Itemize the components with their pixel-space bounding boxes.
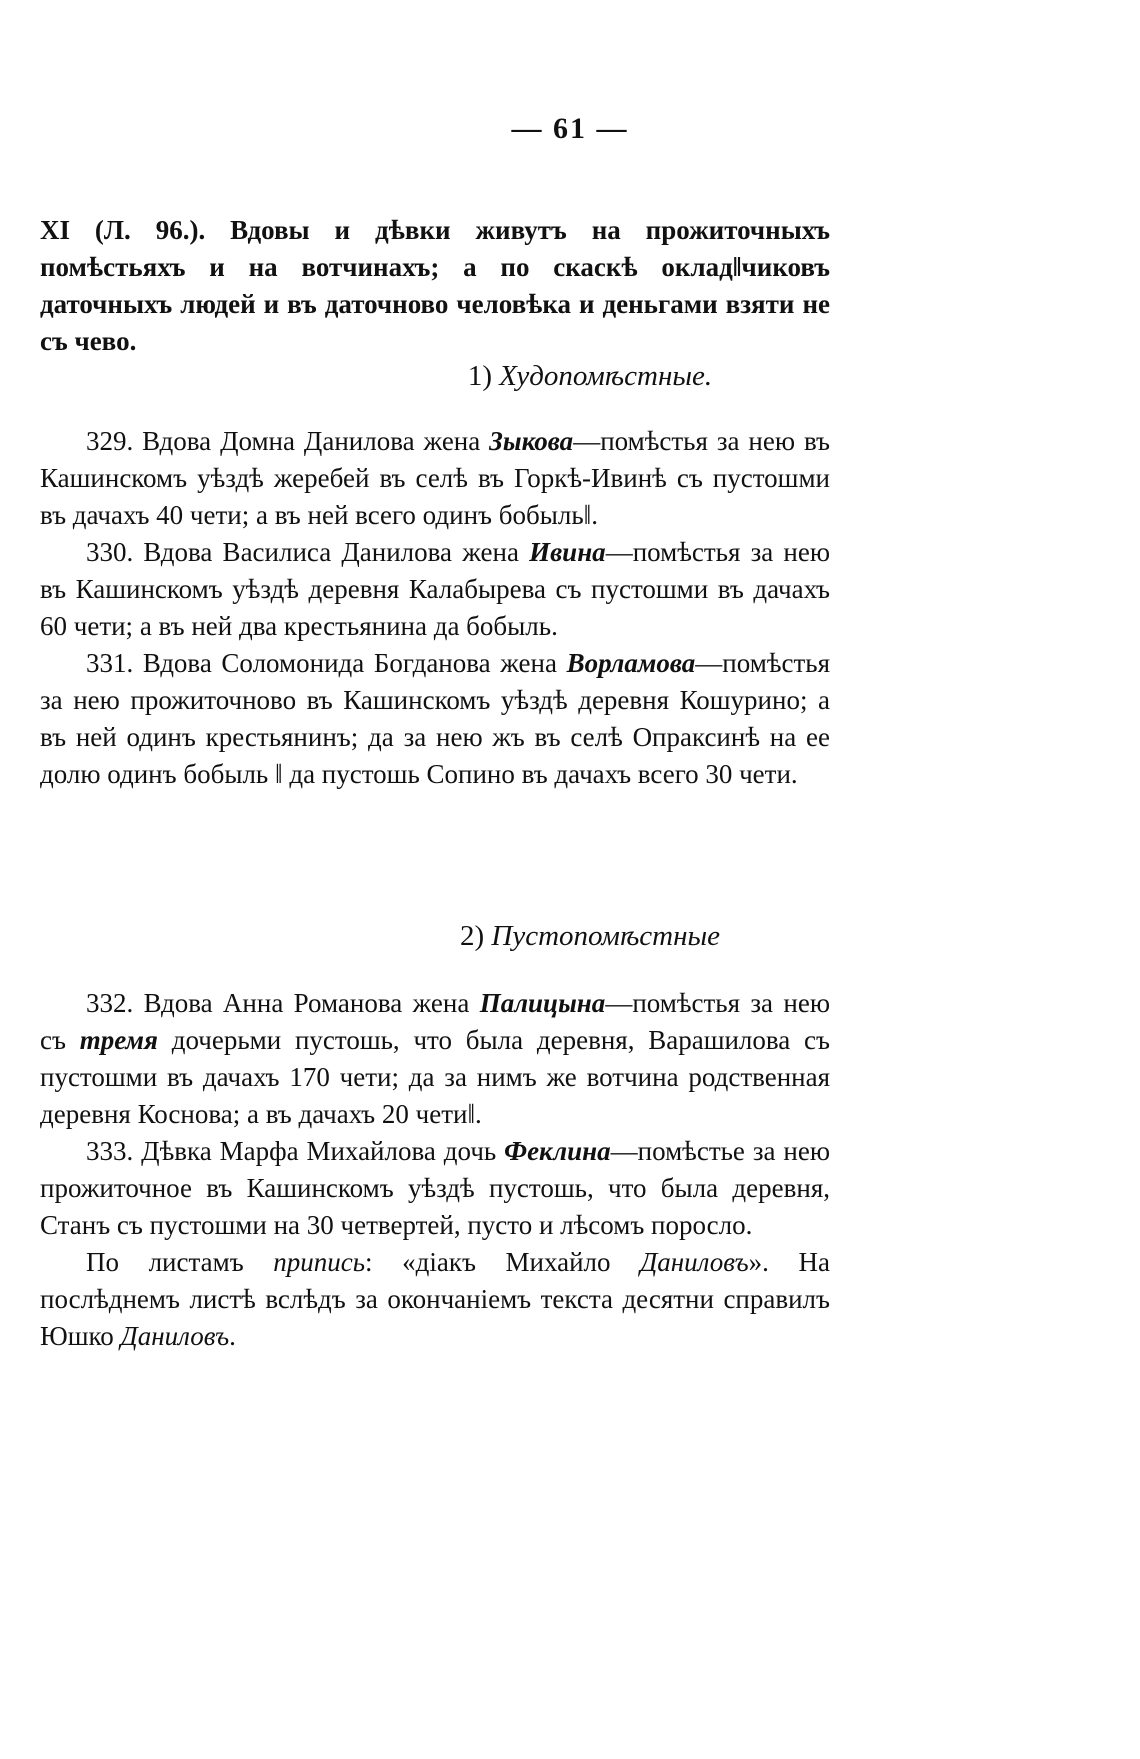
entry-lead: 329. Вдова Домна Данилова жена [86,426,490,456]
entry-text: —помѣстья за нею въ Кашинскомъ уѣздѣ жеребей въ селѣ въ Горкѣ-Ивинѣ съ пустошми въ дачахъ 40 чети; а въ ней всего одинъ бобыль‖. [40,426,830,530]
entry-lead: 330. Вдова Василиса Данилова жена [86,537,530,567]
closing-text: . [229,1321,236,1351]
section-title: Пустопомѣстные [491,920,720,952]
section-title: Худопомѣстные. [499,360,713,392]
entry-333 [40,1133,830,1244]
closing-note [40,1244,830,1355]
entry-332 [40,985,830,1133]
entry-text: —помѣстья за нею въ Кашинскомъ уѣздѣ деревня Калабырева съ пустошми въ дачахъ 60 чети; а въ ней два крестьянина да бобыль. [40,537,830,641]
entry-italic: тремя [79,1025,158,1055]
section-number: 1) [467,360,493,392]
closing-italic: припись [273,1247,366,1277]
section-number: 2) [459,920,485,952]
entry-lead: 331. Вдова Соломонида Богданова жена [86,648,567,678]
entry-text: —помѣстья за нею прожиточново въ Кашинскомъ уѣздѣ деревня Кошурино; а въ ней одинъ крестьянинъ; да за нею жъ въ селѣ Опраксинѣ на ее долю одинъ бобыль ‖ да пустошь Сопино въ дачахъ всего 30 чети. [40,648,830,789]
section-heading-1 [0,360,1140,393]
entry-surname: Ворламова [566,648,696,678]
entry-lead: 333. Дѣвка Марфа Михайлова дочь [86,1136,505,1166]
entry-329 [40,423,830,534]
entry-text: —помѣстье за нею прожиточное въ Кашинскомъ уѣздѣ пустошь, что была деревня, Станъ съ пустошми на 30 четвертей, пусто и лѣсомъ поросло. [40,1136,830,1240]
entry-331 [40,645,830,793]
section-2-entries [40,985,830,1355]
entry-surname: Палицына [479,988,606,1018]
entry-surname: Зыкова [489,426,574,456]
entry-text: —помѣстья за нею съ [40,988,830,1055]
entry-surname: Ивина [529,537,606,567]
section-1-entries [40,423,830,793]
page-number: — 61 — [511,112,629,145]
closing-text: ». На послѣднемъ листѣ вслѣдъ за окончанiемъ текста десятни справилъ Юшко [40,1247,830,1351]
closing-text: : «дiакъ Михайло [365,1247,641,1277]
entry-lead: 332. Вдова Анна Романова жена [86,988,480,1018]
entry-330 [40,534,830,645]
intro-paragraph: XI (Л. 96.). Вдовы и дѣвки живутъ на прожиточныхъ помѣстьяхъ и на вотчинахъ; а по скаскѣ оклад‖чиковъ даточныхъ людей и въ даточново человѣка и деньгами взяти не съ чево. [40,215,830,356]
closing-italic: Даниловъ [640,1247,749,1277]
section-heading-2 [0,920,1140,953]
entry-surname: Феклина [504,1136,611,1166]
closing-text: По листамъ [86,1247,274,1277]
entry-text: дочерьми пустошь, что была деревня, Варашилова съ пустошми въ дачахъ 170 чети; да за нимъ же вотчина родственная деревня Коснова; а въ дачахъ 20 чети‖. [40,1025,831,1129]
closing-italic: Даниловъ [120,1321,230,1351]
